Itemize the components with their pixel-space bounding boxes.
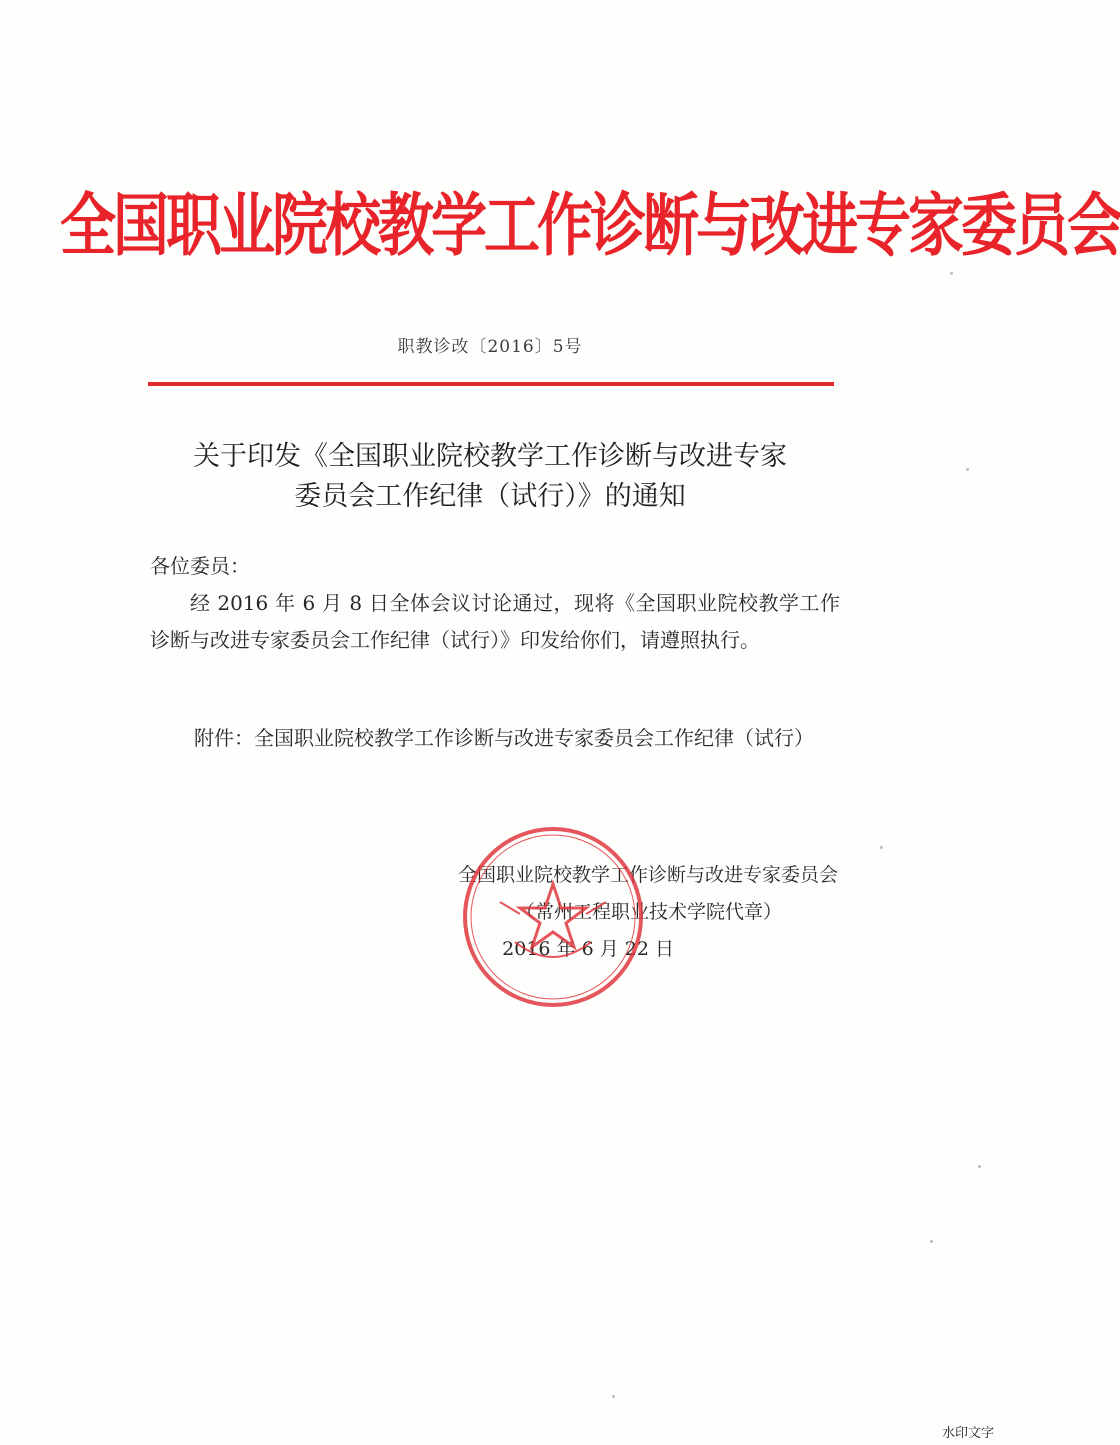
- attachment-label: 附件：: [194, 726, 254, 750]
- issuer-header: 全国职业院校教学工作诊断与改进专家委员会: [60, 186, 1120, 266]
- official-seal-icon: [460, 822, 646, 1012]
- signature-sub: （常州工程职业技术学院代章）: [515, 901, 782, 923]
- scan-speck: [978, 1165, 981, 1168]
- scan-speck: [612, 1395, 615, 1398]
- body-paragraph: 经 2016 年 6 月 8 日全体会议讨论通过，现将《全国职业院校教学工作诊断与改进专家委员会工作纪律（试行）》印发给你们，请遵照执行。: [150, 591, 840, 652]
- signature-date: 2016 年 6 月 22 日: [502, 938, 674, 960]
- watermark-text: 水印文字: [941, 1426, 994, 1441]
- notice-title: [140, 437, 840, 517]
- scan-speck: [950, 272, 953, 275]
- title-line-1: 关于印发《全国职业院校教学工作诊断与改进专家: [193, 441, 787, 472]
- scan-speck: [966, 468, 969, 471]
- red-divider: [148, 382, 834, 386]
- salutation: 各位委员：: [150, 554, 250, 578]
- document-number: 职教诊改〔2016〕5号: [397, 337, 583, 357]
- attachment: [194, 720, 844, 757]
- signature-org: 全国职业院校教学工作诊断与改进专家委员会: [457, 864, 838, 886]
- scan-speck: [880, 846, 883, 849]
- attachment-text: 全国职业院校教学工作诊断与改进专家委员会工作纪律（试行）: [254, 726, 814, 750]
- title-line-2: 委员会工作纪律（试行）》的通知: [294, 481, 686, 512]
- scan-speck: [930, 1240, 933, 1243]
